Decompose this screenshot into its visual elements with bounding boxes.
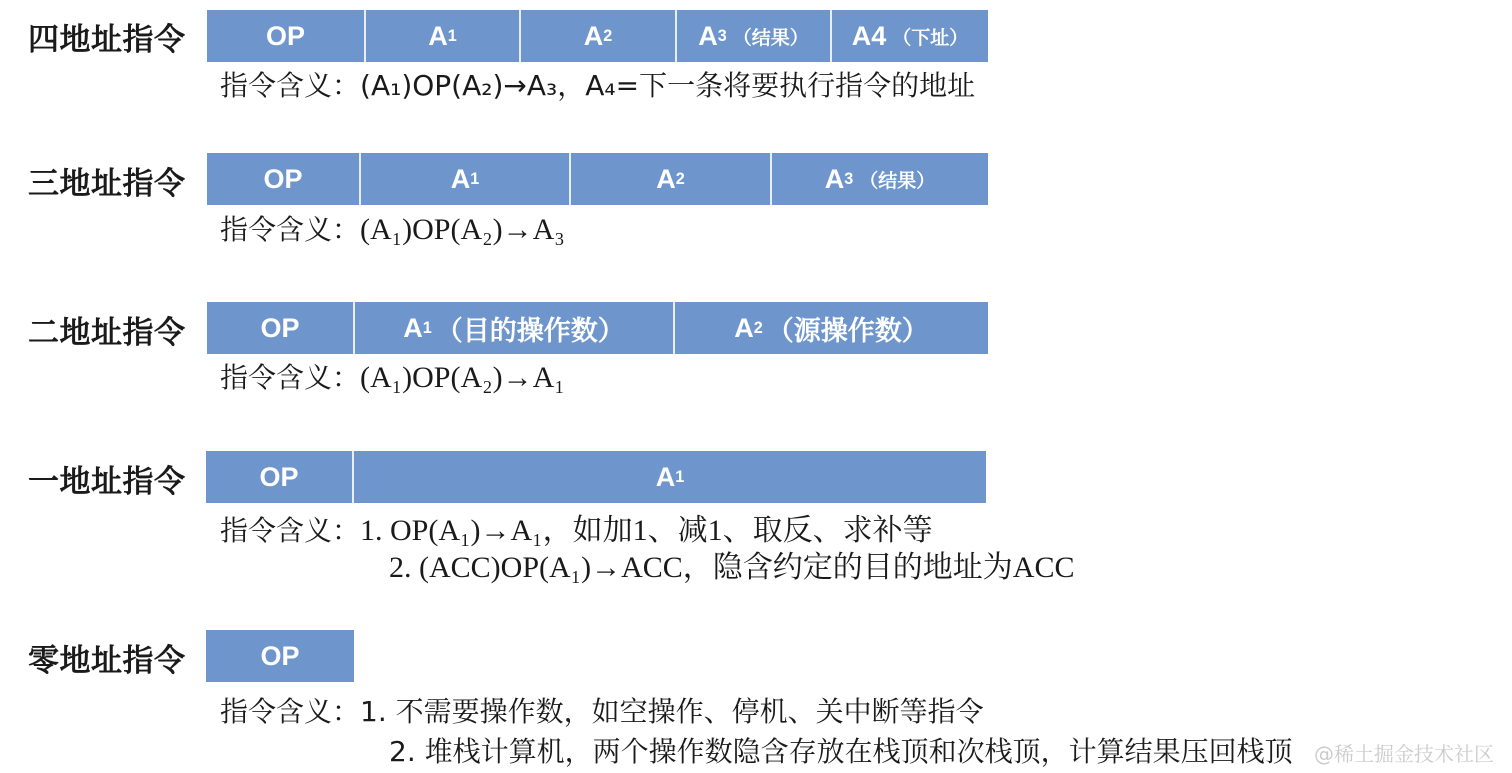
meaning-prefix: 指令含义： <box>220 213 361 246</box>
meaning-text: 1. OP(A₁)→A₁，如加1、减1、取反、求补等 <box>360 514 933 547</box>
row-label-two-address: 二地址指令 <box>28 315 186 351</box>
row-label-one-address: 一地址指令 <box>28 464 186 500</box>
field-op: OP <box>206 451 354 503</box>
row-label-three-address: 三地址指令 <box>28 166 186 202</box>
watermark: @稀土掘金技术社区 <box>1314 742 1494 766</box>
meaning-text: (A₁)OP(A₂)→A₃ <box>360 213 565 246</box>
field-a3: A 3 （结果） <box>677 10 832 62</box>
row-label-four-address: 四地址指令 <box>28 22 186 58</box>
instruction-format-two-address <box>207 302 988 354</box>
meaning-four-address <box>220 64 975 104</box>
field-a2: A 2 （源操作数） <box>734 312 929 347</box>
field-op: OP <box>260 640 300 671</box>
meaning-text-line2: 2. (ACC)OP(A₁)→ACC，隐含约定的目的地址为ACC <box>389 551 1075 584</box>
field-a3: A 3 （结果） <box>824 163 936 194</box>
field-a2: A 2 <box>521 10 677 62</box>
field-op: OP <box>207 10 366 62</box>
instruction-format-three-address <box>207 153 988 205</box>
instruction-format-one-address <box>206 451 986 503</box>
field-op: OP <box>207 302 355 354</box>
meaning-text: (A₁)OP(A₂)→A₃，A₄=下一条将要执行指令的地址 <box>360 69 976 102</box>
meaning-prefix: 指令含义： <box>220 361 361 394</box>
meaning-text-line2: 2. 堆栈计算机，两个操作数隐含存放在栈顶和次栈顶，计算结果压回栈顶 <box>389 735 1293 768</box>
meaning-zero-address-line2 <box>389 730 1293 770</box>
field-a1: A 1 （目的操作数） <box>355 302 675 354</box>
meaning-prefix: 指令含义： <box>220 514 361 547</box>
field-a2: A 2 <box>571 153 772 205</box>
field-a1: A 1 <box>361 153 571 205</box>
instruction-format-four-address <box>207 10 988 62</box>
meaning-three-address <box>220 208 565 248</box>
field-a4: A4 （下址） <box>851 20 969 51</box>
meaning-two-address <box>220 356 565 396</box>
instruction-format-zero-address <box>206 630 354 682</box>
field-op: OP <box>207 153 361 205</box>
row-label-zero-address: 零地址指令 <box>28 643 186 679</box>
meaning-prefix: 指令含义： <box>220 695 361 728</box>
meaning-text: (A₁)OP(A₂)→A₁ <box>360 361 565 394</box>
meaning-one-address-line2 <box>389 542 1075 586</box>
meaning-text: 1. 不需要操作数，如空操作、停机、关中断等指令 <box>360 695 984 728</box>
meaning-prefix: 指令含义： <box>220 69 361 102</box>
field-a1: A 1 <box>655 461 685 492</box>
meaning-zero-address <box>220 690 984 730</box>
field-a1: A 1 <box>366 10 521 62</box>
